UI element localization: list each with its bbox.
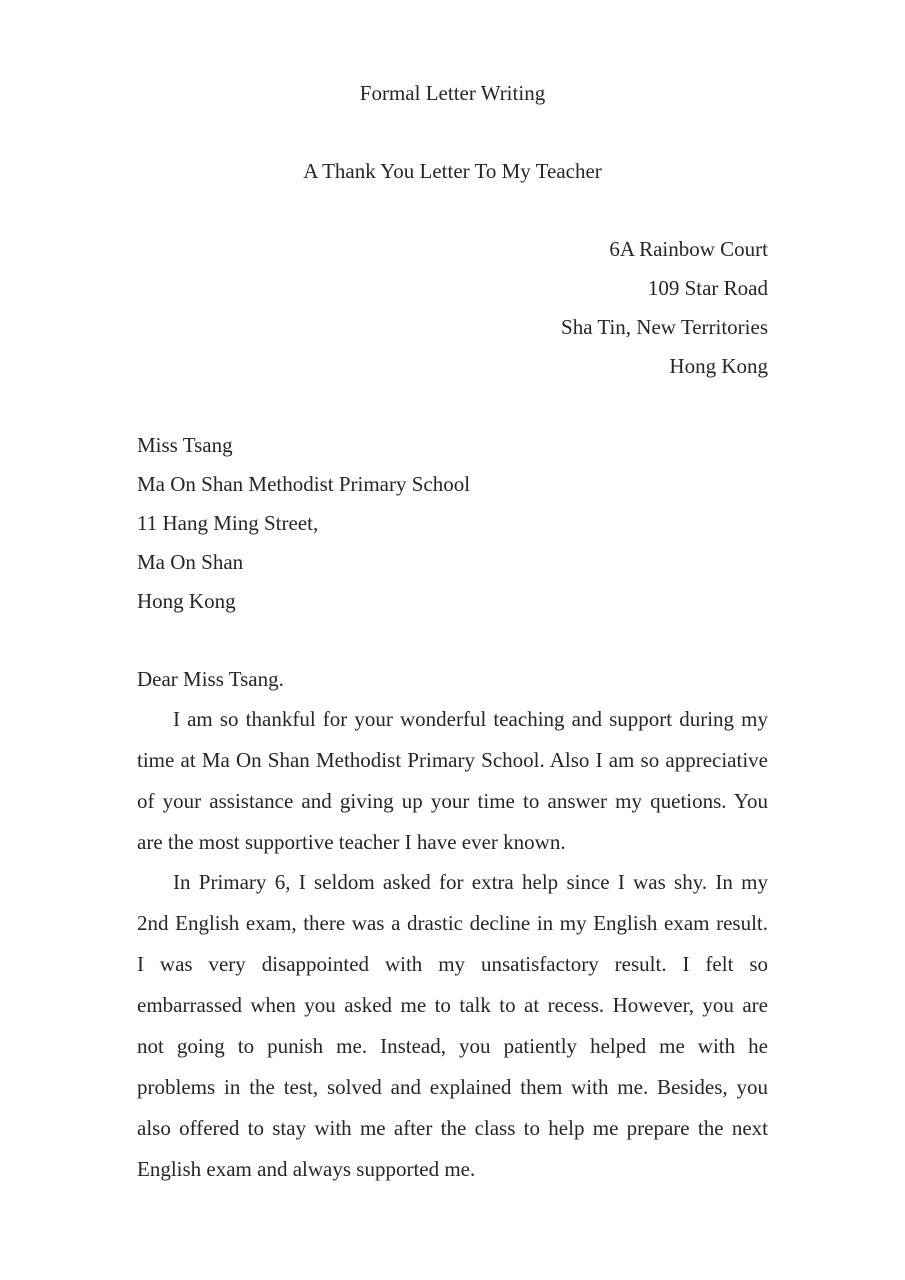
paragraph-line: In Primary 6, I seldom asked for extra help since I was shy. In my (173, 870, 768, 894)
recipient-address-line: 11 Hang Ming Street, (137, 511, 319, 535)
sender-address-line: Hong Kong (669, 354, 768, 378)
recipient-address-line: Miss Tsang (137, 433, 233, 457)
paragraph-line: I was very disappointed with my unsatisfactory result. I felt so (137, 952, 768, 976)
recipient-address-line: Ma On Shan Methodist Primary School (137, 472, 471, 496)
recipient-address-line: Hong Kong (137, 589, 236, 613)
sender-address-line: Sha Tin, New Territories (561, 315, 768, 339)
paragraph-line: not going to punish me. Instead, you patiently helped me with he (137, 1034, 768, 1058)
sender-address-line: 6A Rainbow Court (609, 237, 768, 261)
document-heading: Formal Letter Writing (359, 81, 546, 105)
paragraph-line: of your assistance and giving up your time to answer my quetions. You (137, 789, 768, 813)
sender-address-line: 109 Star Road (647, 276, 768, 300)
paragraph-line: time at Ma On Shan Methodist Primary School. Also I am so appreciative (137, 748, 768, 772)
letter-title: A Thank You Letter To My Teacher (303, 159, 602, 183)
paragraph-line: 2nd English exam, there was a drastic decline in my English exam result. (137, 911, 768, 935)
paragraph-line: also offered to stay with me after the class to help me prepare the next (137, 1116, 768, 1140)
paragraph-line: I am so thankful for your wonderful teaching and support during my (173, 707, 768, 731)
paragraph-line: embarrassed when you asked me to talk to at recess. However, you are (137, 993, 768, 1017)
paragraph-line: are the most supportive teacher I have ever known. (137, 830, 566, 854)
paragraph-line: English exam and always supported me. (137, 1157, 476, 1181)
paragraph-line: problems in the test, solved and explained them with me. Besides, you (137, 1075, 768, 1099)
salutation: Dear Miss Tsang. (137, 667, 284, 691)
recipient-address-line: Ma On Shan (137, 550, 244, 574)
